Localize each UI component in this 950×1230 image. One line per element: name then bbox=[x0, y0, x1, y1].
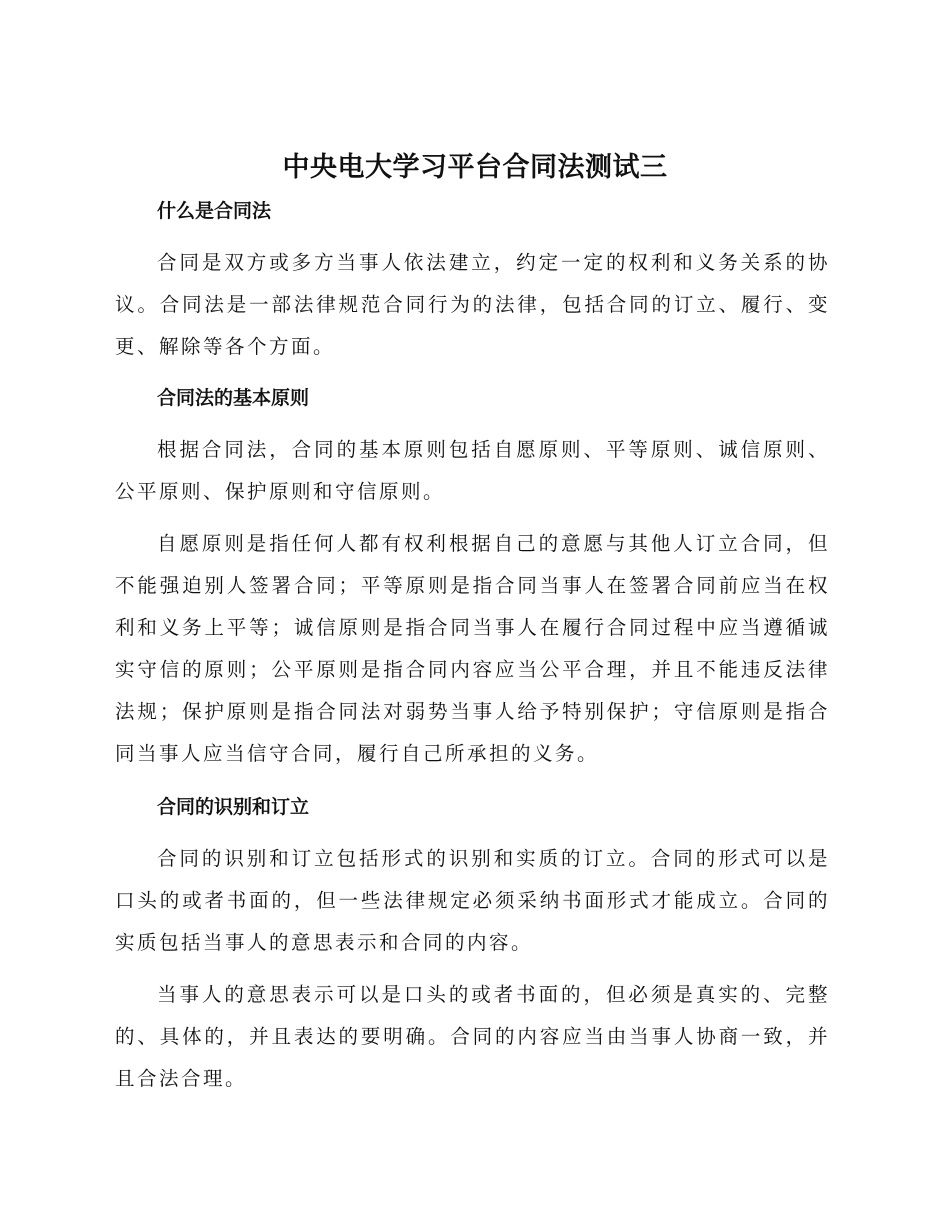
paragraph-contract-definition: 合同是双方或多方当事人依法建立，约定一定的权利和义务关系的协议。合同法是一部法律规范合同行为的法律，包括合同的订立、履行、变更、解除等各个方面。 bbox=[115, 251, 830, 358]
paragraph-principles-explained: 自愿原则是指任何人都有权利根据自己的意愿与其他人订立合同，但不能强迫别人签署合同；平等原则是指合同当事人在签署合同前应当在权利和义务上平等；诚信原则是指合同当事人在履行合同过程中应当遵循诚实守信的原则；公平原则是指合同内容应当公平合理，并且不能违反法律法规；保护原则是指合同法对弱势当事人给予特别保护；守信原则是指合同当事人应当信守合同，履行自己所承担的义务。 bbox=[115, 532, 830, 765]
document-title: 中央电大学习平台合同法测试三 bbox=[282, 152, 668, 183]
section-heading-basic-principles: 合同法的基本原则 bbox=[157, 387, 310, 409]
paragraph-form-and-substance: 合同的识别和订立包括形式的识别和实质的订立。合同的形式可以是口头的或者书面的，但一些法律规定必须采纳书面形式才能成立。合同的实质包括当事人的意思表示和合同的内容。 bbox=[115, 847, 830, 954]
paragraph-principles-list: 根据合同法，合同的基本原则包括自愿原则、平等原则、诚信原则、公平原则、保护原则和守信原则。 bbox=[115, 438, 830, 503]
section-heading-what-is-contract-law: 什么是合同法 bbox=[157, 200, 272, 222]
section-heading-identification-and-conclusion: 合同的识别和订立 bbox=[157, 796, 310, 818]
paragraph-expression-of-intent: 当事人的意思表示可以是口头的或者书面的，但必须是真实的、完整的、具体的，并且表达的要明确。合同的内容应当由当事人协商一致，并且合法合理。 bbox=[115, 983, 830, 1090]
